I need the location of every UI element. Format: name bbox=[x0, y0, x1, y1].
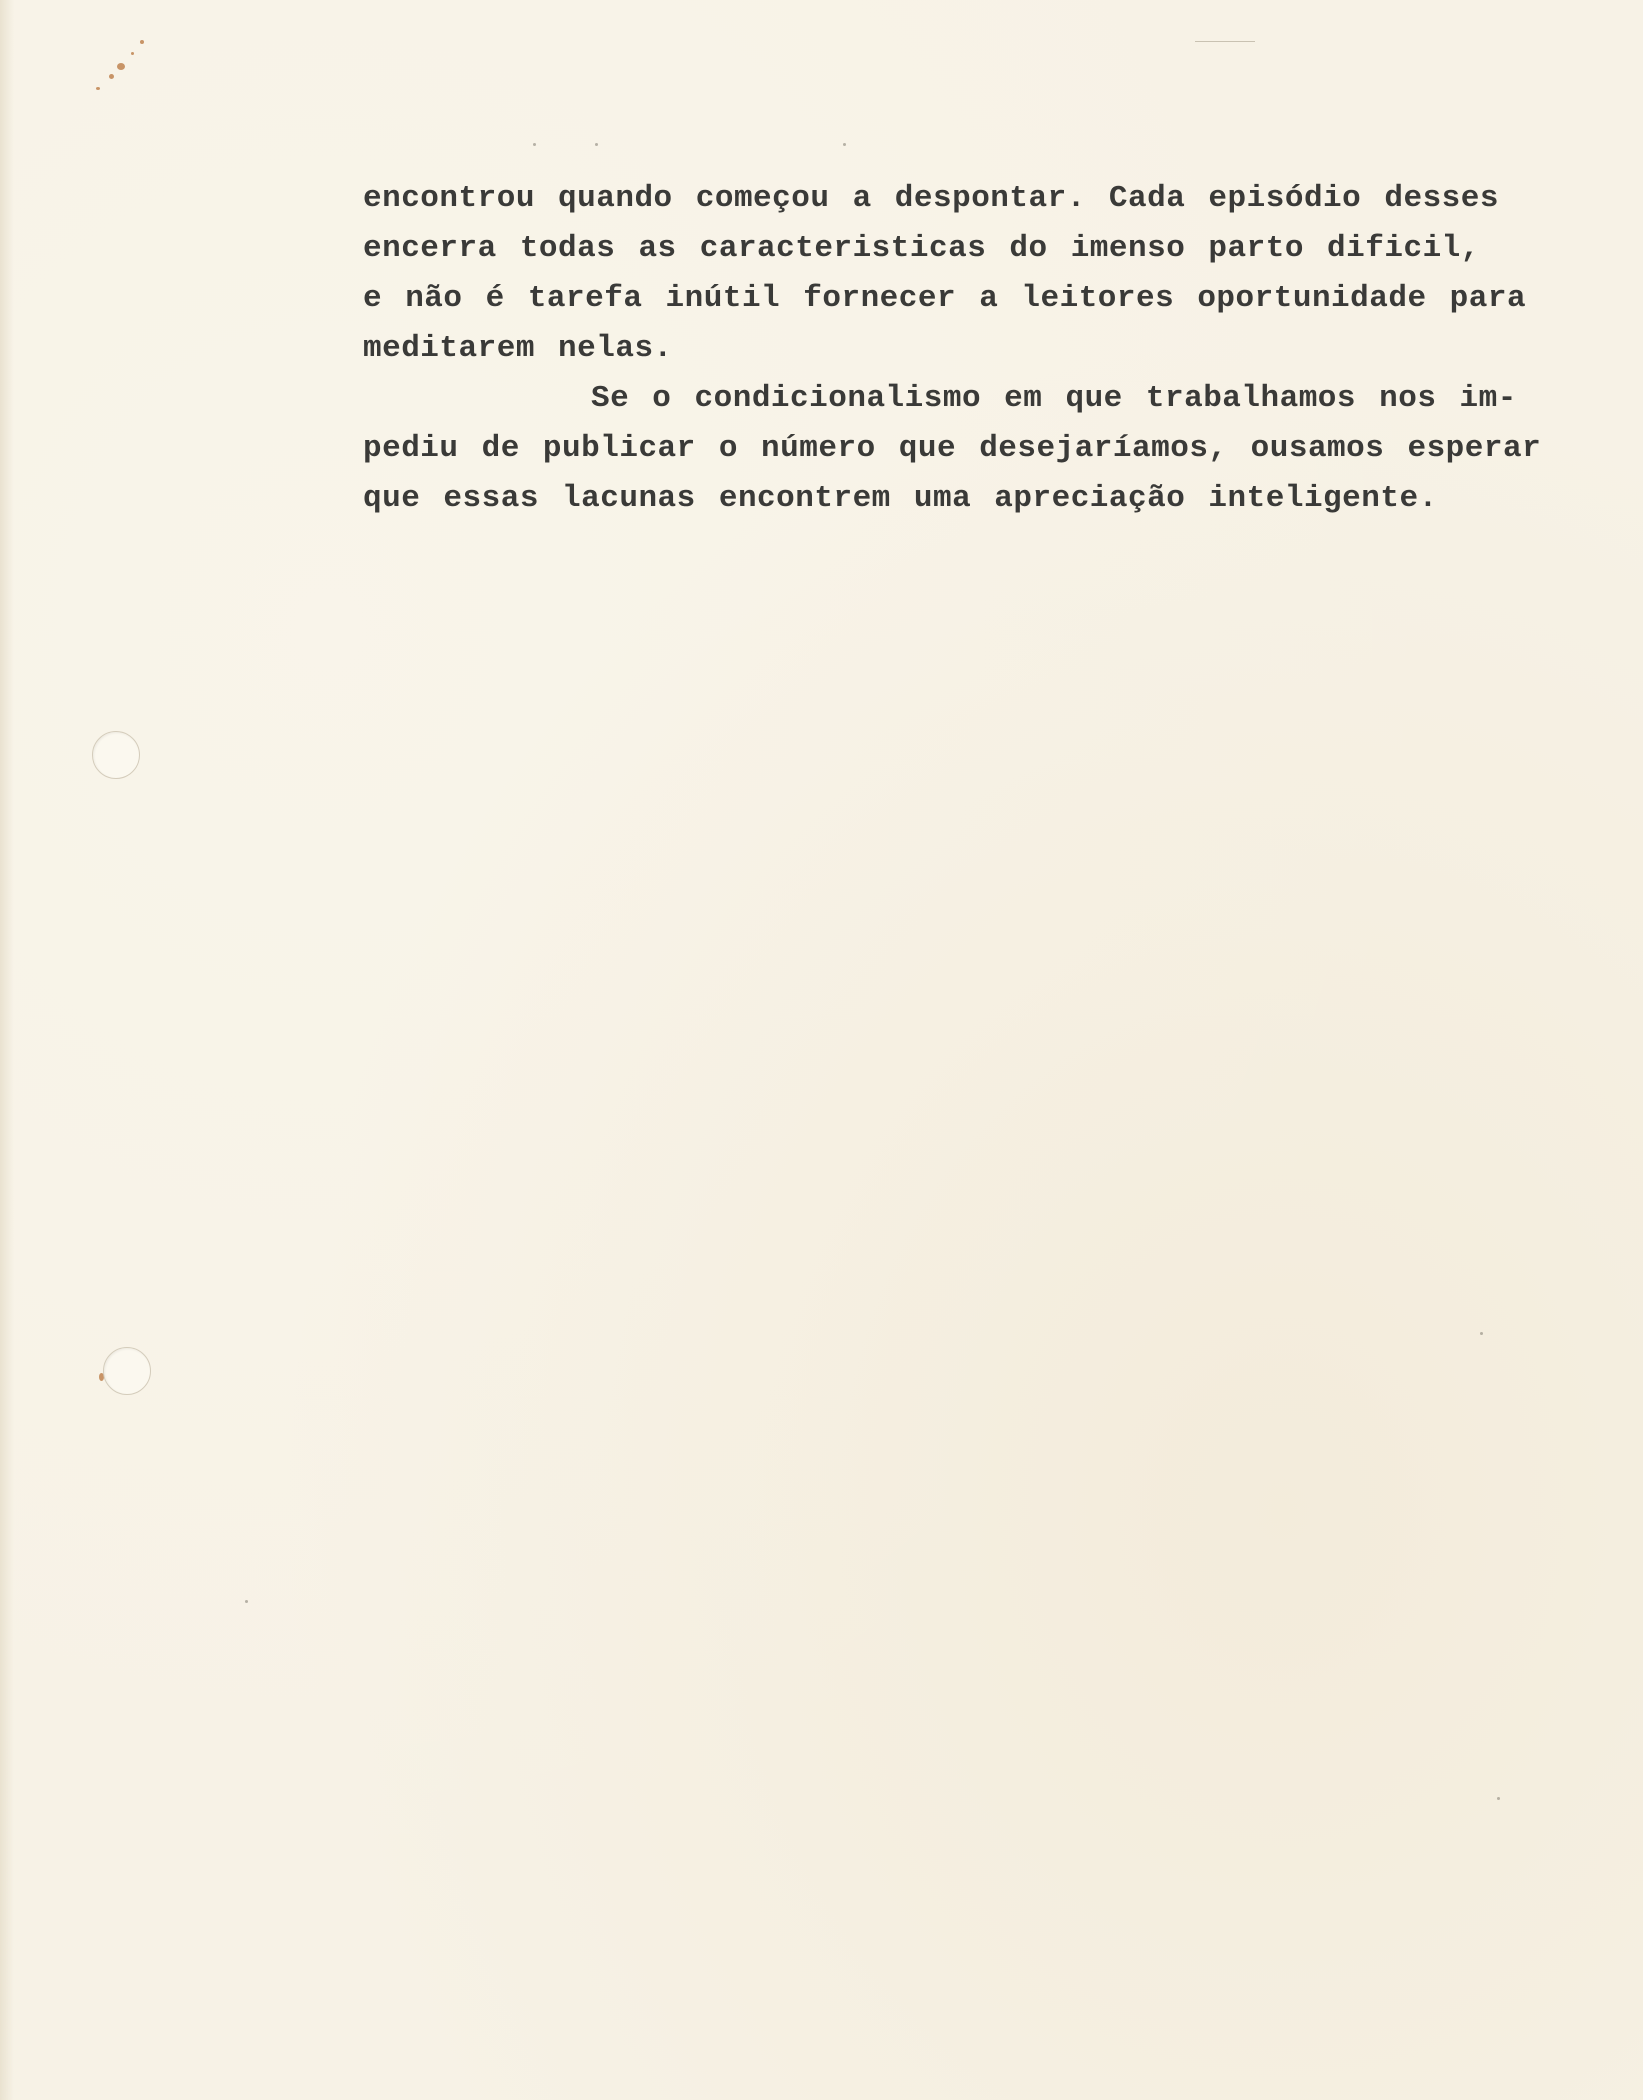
body-text bbox=[363, 174, 1603, 524]
text-line: pediu de publicar o número que desejaríamos, ousamos esperar bbox=[363, 431, 1542, 466]
text-line: encerra todas as caracteristicas do imenso parto dificil, bbox=[363, 231, 1480, 266]
punch-hole-upper bbox=[92, 731, 140, 779]
paper-speck bbox=[1480, 1332, 1483, 1335]
top-edge-mark bbox=[1195, 41, 1255, 42]
rust-stain bbox=[96, 87, 100, 90]
punch-hole-lower bbox=[103, 1347, 151, 1395]
paper-speck bbox=[595, 143, 598, 146]
text-line: Se o condicionalismo em que trabalhamos nos im- bbox=[591, 381, 1517, 416]
rust-stain bbox=[117, 63, 125, 70]
text-line: e não é tarefa inútil fornecer a leitores oportunidade para bbox=[363, 281, 1527, 316]
paper-speck bbox=[1497, 1797, 1500, 1800]
rust-stain bbox=[131, 52, 134, 55]
text-line: meditarem nelas. bbox=[363, 331, 673, 366]
rust-stain bbox=[109, 74, 114, 79]
page-left-edge bbox=[0, 0, 14, 2100]
text-line: que essas lacunas encontrem uma apreciação inteligente. bbox=[363, 481, 1438, 516]
rust-stain bbox=[140, 40, 144, 44]
paper-speck bbox=[843, 143, 846, 146]
paper-speck bbox=[533, 143, 536, 146]
paragraph-2 bbox=[363, 374, 1603, 524]
text-line: encontrou quando começou a despontar. Cada episódio desses bbox=[363, 181, 1499, 216]
paragraph-1 bbox=[363, 174, 1603, 374]
paper-speck bbox=[245, 1600, 248, 1603]
